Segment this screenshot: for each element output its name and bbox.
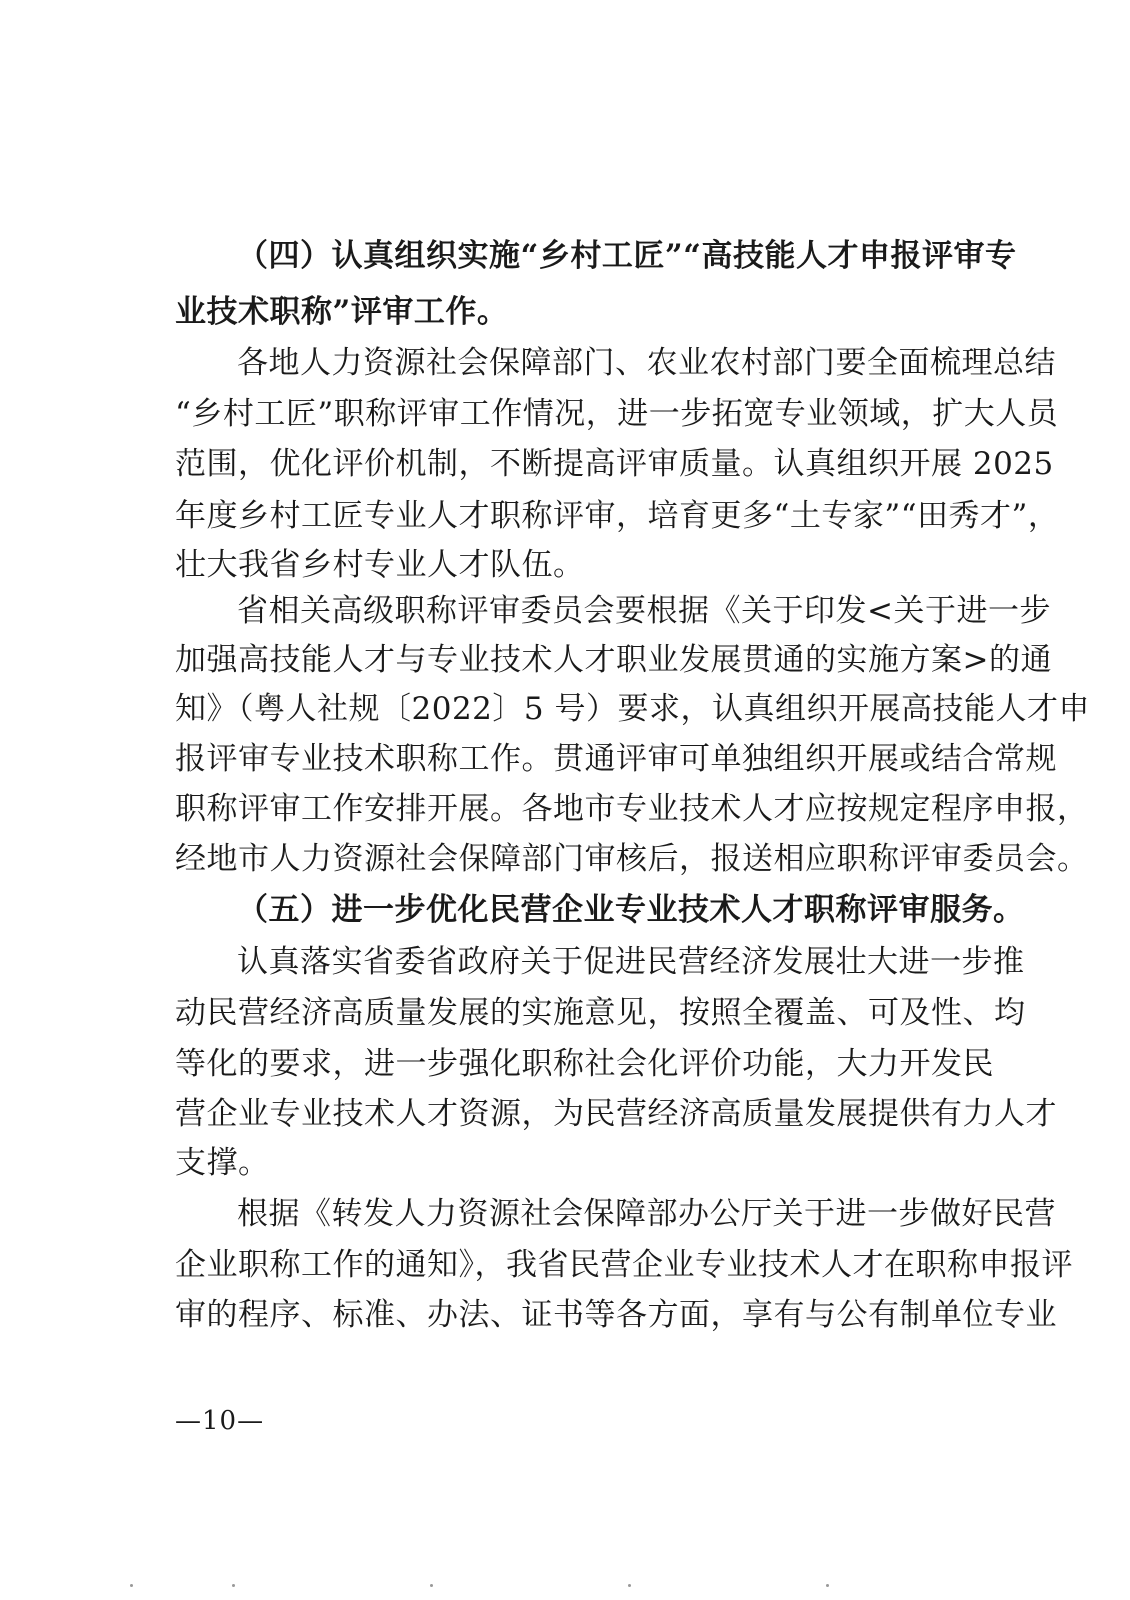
section-4-paragraph-1-line-3: 范围，优化评价机制，不断提高评审质量。认真组织开展 2025 (175, 446, 1054, 482)
scan-mark (232, 1584, 235, 1587)
section-5-heading: （五）进一步优化民营企业专业技术人才职称评审服务。 (237, 892, 1025, 928)
section-4-paragraph-1-line-2: “乡村工匠”职称评审工作情况，进一步拓宽专业领域，扩大人员 (175, 396, 1059, 432)
section-4-paragraph-2-line-6: 经地市人力资源社会保障部门审核后，报送相应职称评审委员会。 (175, 841, 1089, 877)
scan-mark (430, 1584, 433, 1587)
section-5-paragraph-1-line-2: 动民营经济高质量发展的实施意见，按照全覆盖、可及性、均 (175, 995, 1026, 1031)
section-4-paragraph-2-line-1: 省相关高级职称评审委员会要根据《关于印发<关于进一步 (237, 593, 1051, 629)
section-4-heading-line-1: （四）认真组织实施“乡村工匠”“高技能人才申报评审专 (237, 238, 1017, 274)
section-4-paragraph-2-line-2: 加强高技能人才与专业技术人才职业发展贯通的实施方案>的通 (175, 642, 1052, 678)
section-5-paragraph-1-line-4: 营企业专业技术人才资源，为民营经济高质量发展提供有力人才 (175, 1096, 1057, 1132)
section-4-paragraph-1-line-5: 壮大我省乡村专业人才队伍。 (175, 547, 585, 583)
section-5-paragraph-2-line-2: 企业职称工作的通知》，我省民营企业专业技术人才在职称申报评 (175, 1247, 1073, 1283)
section-5-paragraph-1-line-1: 认真落实省委省政府关于促进民营经济发展壮大进一步推 (237, 944, 1025, 980)
scan-mark (628, 1584, 631, 1587)
section-4-paragraph-1-line-4: 年度乡村工匠专业人才职称评审，培育更多“土专家”“田秀才”， (175, 498, 1060, 534)
section-5-paragraph-2-line-3: 审的程序、标准、办法、证书等各方面，享有与公有制单位专业 (175, 1297, 1057, 1333)
section-4-paragraph-1-line-1: 各地人力资源社会保障部门、农业农村部门要全面梳理总结 (237, 345, 1056, 381)
scan-mark (130, 1584, 133, 1587)
section-4-paragraph-2-line-5: 职称评审工作安排开展。各地市专业技术人才应按规定程序申报， (175, 791, 1089, 827)
section-5-paragraph-1-line-3: 等化的要求，进一步强化职称社会化评价功能，大力开发民 (175, 1046, 994, 1082)
section-4-paragraph-2-line-3: 知》（粤人社规〔2022〕5 号）要求，认真组织开展高技能人才申 (175, 691, 1090, 727)
section-5-paragraph-1-line-5: 支撑。 (175, 1145, 270, 1181)
section-4-paragraph-2-line-4: 报评审专业技术职称工作。贯通评审可单独组织开展或结合常规 (175, 741, 1057, 777)
section-5-paragraph-2-line-1: 根据《转发人力资源社会保障部办公厅关于进一步做好民营 (237, 1196, 1056, 1232)
page-number: —10— (175, 1406, 265, 1436)
section-4-heading-line-2: 业技术职称”评审工作。 (175, 294, 509, 330)
scan-mark (826, 1584, 829, 1587)
